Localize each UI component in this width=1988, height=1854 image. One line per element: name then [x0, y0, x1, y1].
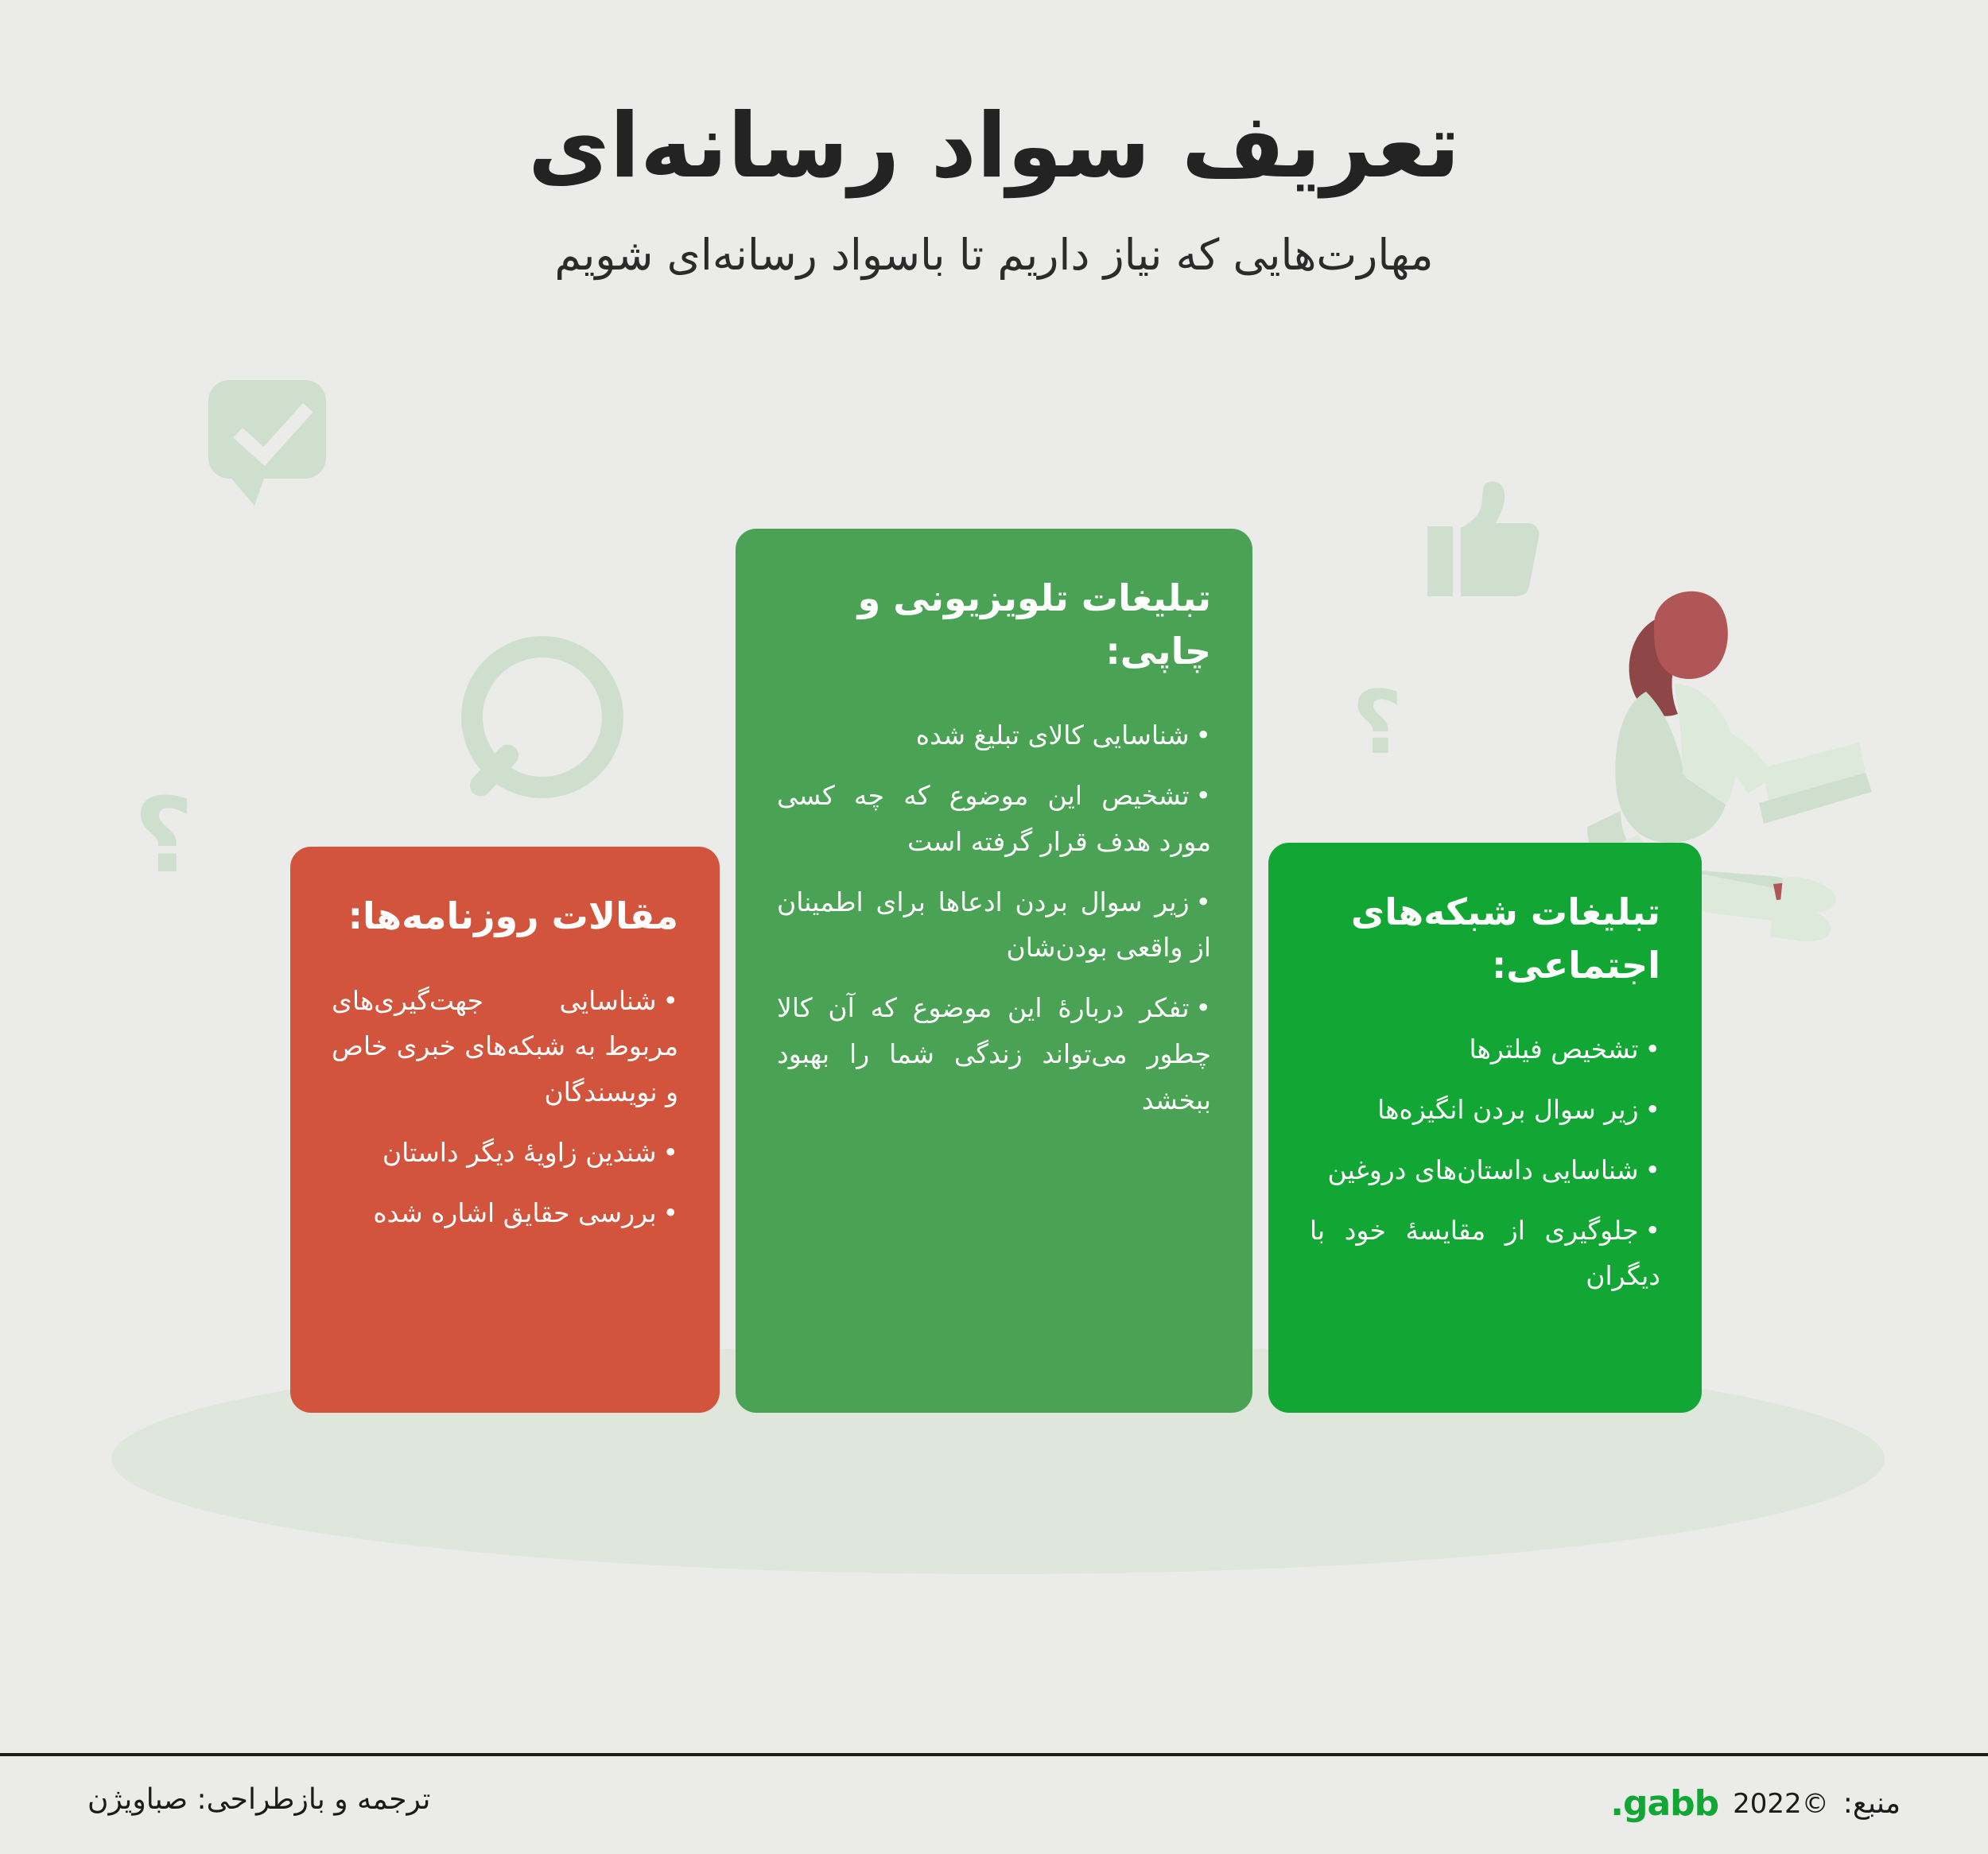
list-item: • تشخیص فیلترها — [1310, 1026, 1660, 1072]
column-card-tv-print — [736, 529, 1252, 1413]
column-list — [1310, 1026, 1660, 1299]
list-item: • شناسایی داستان‌های دروغین — [1310, 1147, 1660, 1193]
footer-credit: ترجمه و بازطراحی: صباویژن — [87, 1783, 431, 1816]
column-heading: تبلیغات تلویزیونی و چاپی: — [857, 576, 1211, 673]
question-mark-icon: ؟ — [1352, 672, 1403, 774]
column-heading: مقالات روزنامه‌ها: — [348, 894, 678, 937]
list-item: • زیر سوال بردن انگیزه‌ها — [1310, 1087, 1660, 1133]
list-item: • جلوگیری از مقایسهٔ خود با دیگران — [1310, 1208, 1660, 1300]
page-subtitle: مهارت‌هایی که نیاز داریم تا باسواد رسانه‌ای شویم — [554, 229, 1434, 280]
list-item: • تشخیص این موضوع که چه کسی مورد هدف قرار گرفته است — [777, 773, 1211, 865]
gabb-logo: gabb. — [1610, 1783, 1719, 1824]
list-item: • شناسایی کالای تبلیغ شده — [777, 712, 1211, 758]
column-card-social — [1268, 843, 1702, 1413]
list-item: • تفکر دربارهٔ این موضوع که آن کالا چطور می‌تواند زندگی شما را بهبود ببخشد — [777, 985, 1211, 1123]
footer — [0, 1753, 1988, 1854]
list-item: • بررسی حقایق اشاره شده — [332, 1190, 678, 1236]
column-list — [332, 978, 678, 1236]
column-heading: تبلیغات شبکه‌های اجتماعی: — [1350, 890, 1660, 987]
list-item: • شناسایی جهت‌گیری‌های مربوط به شبکه‌های خبری خاص و نویسندگان — [332, 978, 678, 1115]
list-item: • زیر سوال بردن ادعاها برای اطمینان از واقعی بودن‌شان — [777, 879, 1211, 972]
copyright-text: ©2022 — [1733, 1787, 1829, 1820]
source-label: منبع: — [1842, 1787, 1901, 1820]
page-title: تعریف سواد رسانه‌ای — [527, 95, 1461, 198]
list-item: • شندین زاویهٔ دیگر داستان — [332, 1130, 678, 1176]
column-list — [777, 712, 1211, 1123]
column-card-newspaper — [290, 847, 720, 1413]
footer-source — [1610, 1783, 1901, 1824]
question-mark-icon: ؟ — [134, 775, 194, 896]
